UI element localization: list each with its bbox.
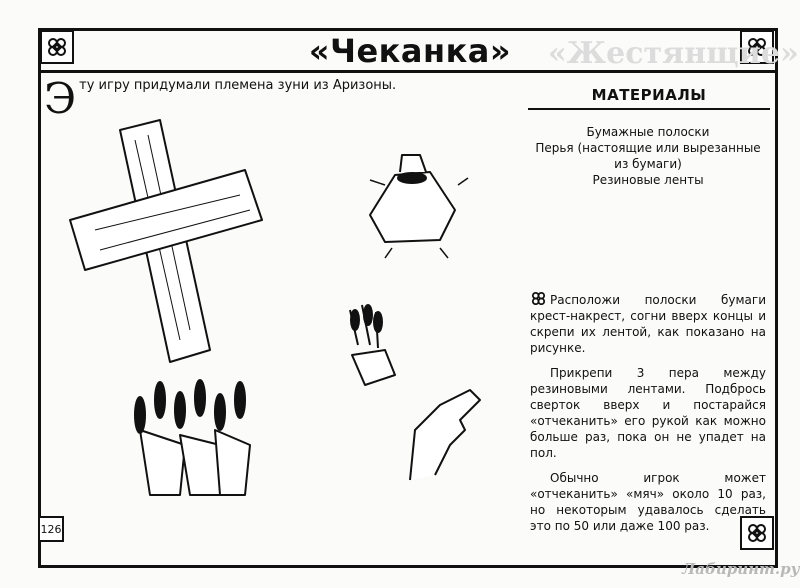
hand-drawing [410, 390, 480, 480]
paper-cross-drawing [70, 120, 262, 362]
feather-ball-drawing [350, 305, 395, 385]
materials-heading: МАТЕРИАЛЫ [528, 86, 770, 110]
wrapped-bundle-drawing [370, 155, 468, 258]
page-title: «Чеканка» [308, 32, 512, 70]
watermark-text: Лабиринт.ру [682, 560, 800, 578]
instructions [530, 290, 766, 543]
bleedthrough-title: «Жестянщие» [548, 36, 799, 71]
material-item: Перья (настоящие или вырезанные из бумаги) [535, 141, 761, 171]
instruction-text: Расположи полоски бумаги крест-накрест, согни вверх концы и скрепи их лентой, как показано на рисунке. [530, 293, 766, 355]
illustration-area [40, 100, 500, 500]
materials-list [528, 124, 768, 188]
material-item: Резиновые ленты [592, 173, 704, 187]
page-number: 126 [38, 516, 64, 542]
celtic-knot-icon [530, 290, 547, 307]
instruction-paragraph [530, 290, 766, 356]
material-item: Бумажные полоски [586, 125, 710, 139]
materials-panel [528, 86, 778, 548]
drop-cap: Э [44, 74, 77, 123]
instruction-paragraph: Прикрепи 3 пера между резиновыми лентами. Подбрось сверток вверх и постарайся «отчеканить» его рукой как можно больше раз, пока он не упадет на пол. [530, 366, 766, 460]
celtic-knot-icon [40, 30, 74, 64]
intro-text: ту игру придумали племена зуни из Аризоны. [79, 78, 397, 93]
instruction-paragraph: Обычно игрок может «отчеканить» «мяч» около 10 раз, но некоторым удавалось сделать это по 50 или даже 100 раз. [530, 471, 766, 533]
feather-bundles-drawing [135, 380, 250, 495]
